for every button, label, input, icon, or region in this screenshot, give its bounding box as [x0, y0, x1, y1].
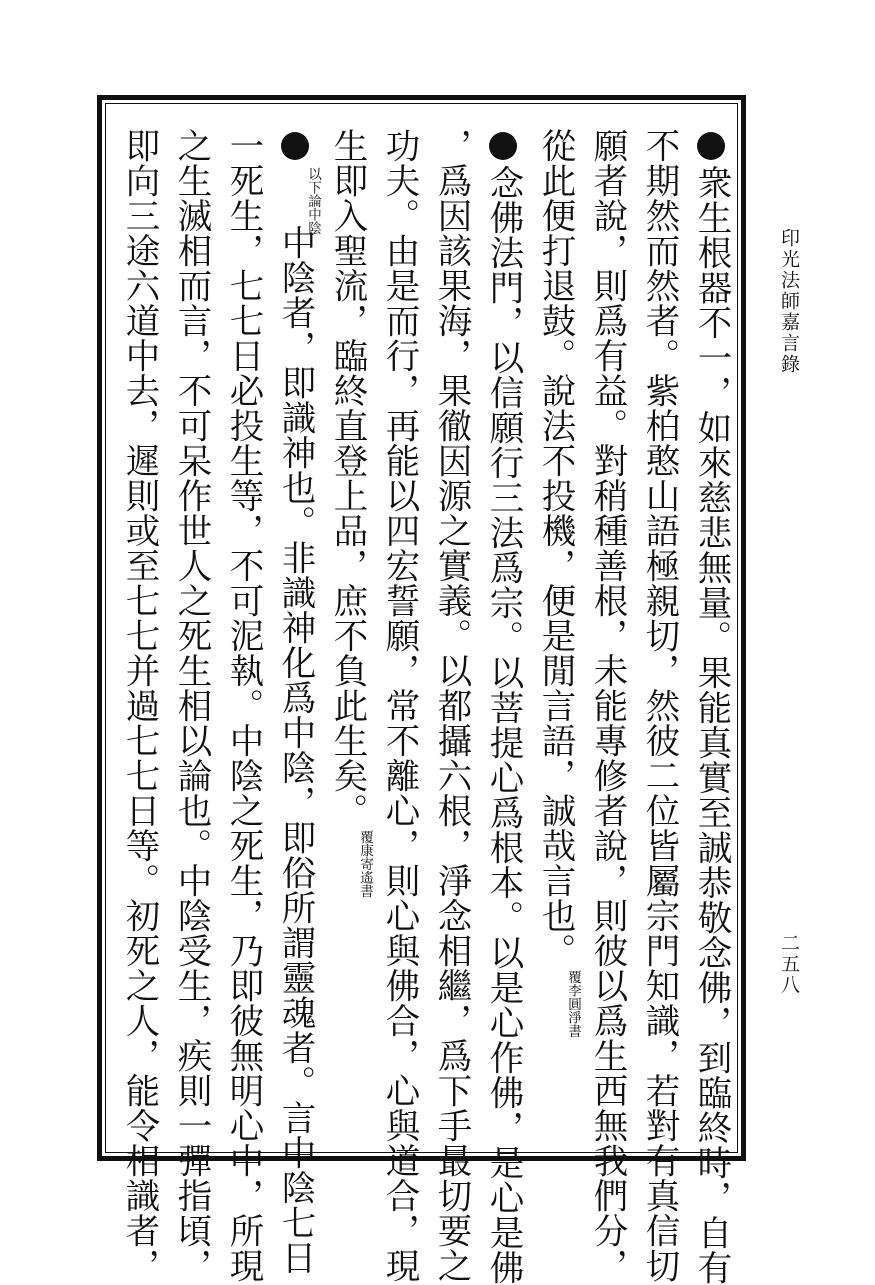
column-text: 念佛法門，以信願行三法爲宗。以菩提心爲根本。以是心作佛，是心是佛 — [483, 165, 523, 1285]
section-note: 以下論中陰 — [305, 167, 321, 235]
column-text: 功夫。由是而行，再能以四宏誓願，常不離心，則心與佛合，心與道合，現 — [379, 128, 419, 1283]
column-text: 生即入聖流，臨終直登上品，庶不負此生矣。 — [327, 128, 367, 828]
bullet-icon — [281, 132, 309, 160]
column-text: 不期然而然者。紫柏憨山語極親切，然彼二位皆屬宗門知識，若對有真信切 — [639, 128, 679, 1283]
text-column — [633, 128, 685, 1283]
text-column — [165, 128, 217, 1283]
bullet-icon — [697, 132, 725, 160]
column-text: 衆生根器不一，如來慈悲無量。果能真實至誠恭敬念佛，到臨終時，自有 — [691, 165, 731, 1285]
column-text: 願者說，則爲有益。對稍種善根，未能專修者說，則彼以爲生西無我們分， — [587, 128, 627, 1283]
text-column — [477, 128, 529, 1285]
text-column — [685, 128, 737, 1285]
running-head: 印光法師嘉言錄 — [778, 228, 800, 375]
column-text: 中陰者，即識神也。非識神化爲中陰，即俗所謂靈魂者。言中陰七日 — [275, 225, 315, 1275]
page-number: 二五八 — [778, 933, 800, 996]
text-column — [321, 128, 373, 898]
column-text: 一死生，七七日必投生等，不可泥執。中陰之死生，乃即彼無明心中，所現 — [223, 128, 263, 1283]
text-column — [529, 128, 581, 1038]
source-note: 覆李圓淨書 — [565, 970, 581, 1038]
text-column — [425, 128, 477, 1283]
column-text: 之生滅相而言，不可呆作世人之死生相以論也。中陰受生，疾則一彈指頃， — [171, 128, 211, 1283]
bullet-icon — [489, 132, 517, 160]
text-column — [581, 128, 633, 1283]
source-note: 覆康寄遙書 — [357, 830, 373, 898]
column-text: 從此便打退鼓。說法不投機，便是閒言語，誠哉言也。 — [535, 128, 575, 968]
column-text: ，爲因該果海，果徹因源之實義。以都攝六根，淨念相繼，爲下手最切要之 — [431, 128, 471, 1283]
column-text: 即向三途六道中去，遲則或至七七并過七七日等。初死之人，能令相識者， — [119, 128, 159, 1283]
text-column — [113, 128, 165, 1283]
text-column — [373, 128, 425, 1283]
text-column — [269, 128, 321, 1275]
text-column — [217, 128, 269, 1283]
